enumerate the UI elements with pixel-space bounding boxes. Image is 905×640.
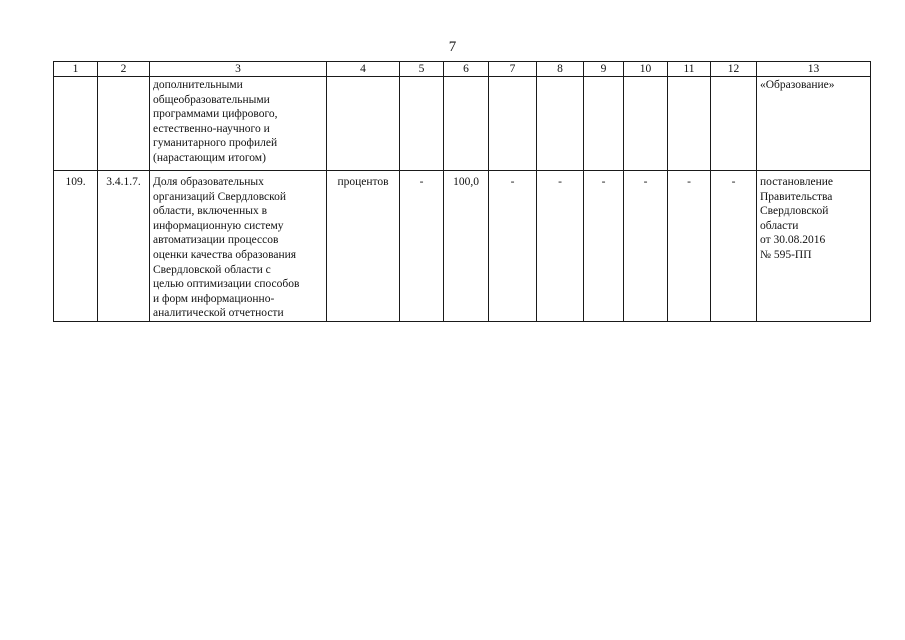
page-number: 7 bbox=[448, 39, 457, 55]
cell-code bbox=[98, 77, 150, 171]
indicators-table bbox=[53, 61, 871, 322]
cell-col9 bbox=[584, 77, 624, 171]
column-header-8: 8 bbox=[537, 62, 584, 77]
cell-indicator-name: дополнительными общеобразовательными программами цифрового, естественно-научного и гуманитарного профилей (нарастающим итогом) bbox=[150, 77, 327, 171]
table-header-row bbox=[54, 62, 871, 77]
column-header-6: 6 bbox=[444, 62, 489, 77]
cell-col8: - bbox=[537, 171, 584, 322]
cell-unit bbox=[327, 77, 400, 171]
column-header-12: 12 bbox=[711, 62, 757, 77]
table-row-continuation bbox=[54, 77, 871, 171]
cell-source: постановление Правительства Свердловской области от 30.08.2016 № 595-ПП bbox=[757, 171, 871, 322]
cell-col8 bbox=[537, 77, 584, 171]
cell-col11 bbox=[668, 77, 711, 171]
cell-col12 bbox=[711, 77, 757, 171]
cell-col10 bbox=[624, 77, 668, 171]
column-header-13: 13 bbox=[757, 62, 871, 77]
table-row-109 bbox=[54, 171, 871, 322]
cell-col9: - bbox=[584, 171, 624, 322]
cell-col6: 100,0 bbox=[444, 171, 489, 322]
cell-col12: - bbox=[711, 171, 757, 322]
column-header-3: 3 bbox=[150, 62, 327, 77]
cell-indicator-name: Доля образовательных организаций Свердловской области, включенных в информационную систему автоматизации процессов оценки качества образования Свердловской области с целью оптимизации способов и форм информационно- аналитической отчетности bbox=[150, 171, 327, 322]
cell-col7 bbox=[489, 77, 537, 171]
cell-col6 bbox=[444, 77, 489, 171]
column-header-4: 4 bbox=[327, 62, 400, 77]
cell-col5: - bbox=[400, 171, 444, 322]
cell-col11: - bbox=[668, 171, 711, 322]
column-header-2: 2 bbox=[98, 62, 150, 77]
column-header-11: 11 bbox=[668, 62, 711, 77]
column-header-10: 10 bbox=[624, 62, 668, 77]
cell-col7: - bbox=[489, 171, 537, 322]
cell-source: «Образование» bbox=[757, 77, 871, 171]
cell-code: 3.4.1.7. bbox=[98, 171, 150, 322]
cell-col10: - bbox=[624, 171, 668, 322]
column-header-5: 5 bbox=[400, 62, 444, 77]
cell-col5 bbox=[400, 77, 444, 171]
column-header-7: 7 bbox=[489, 62, 537, 77]
cell-number: 109. bbox=[54, 171, 98, 322]
cell-number bbox=[54, 77, 98, 171]
column-header-1: 1 bbox=[54, 62, 98, 77]
cell-unit: процентов bbox=[327, 171, 400, 322]
column-header-9: 9 bbox=[584, 62, 624, 77]
